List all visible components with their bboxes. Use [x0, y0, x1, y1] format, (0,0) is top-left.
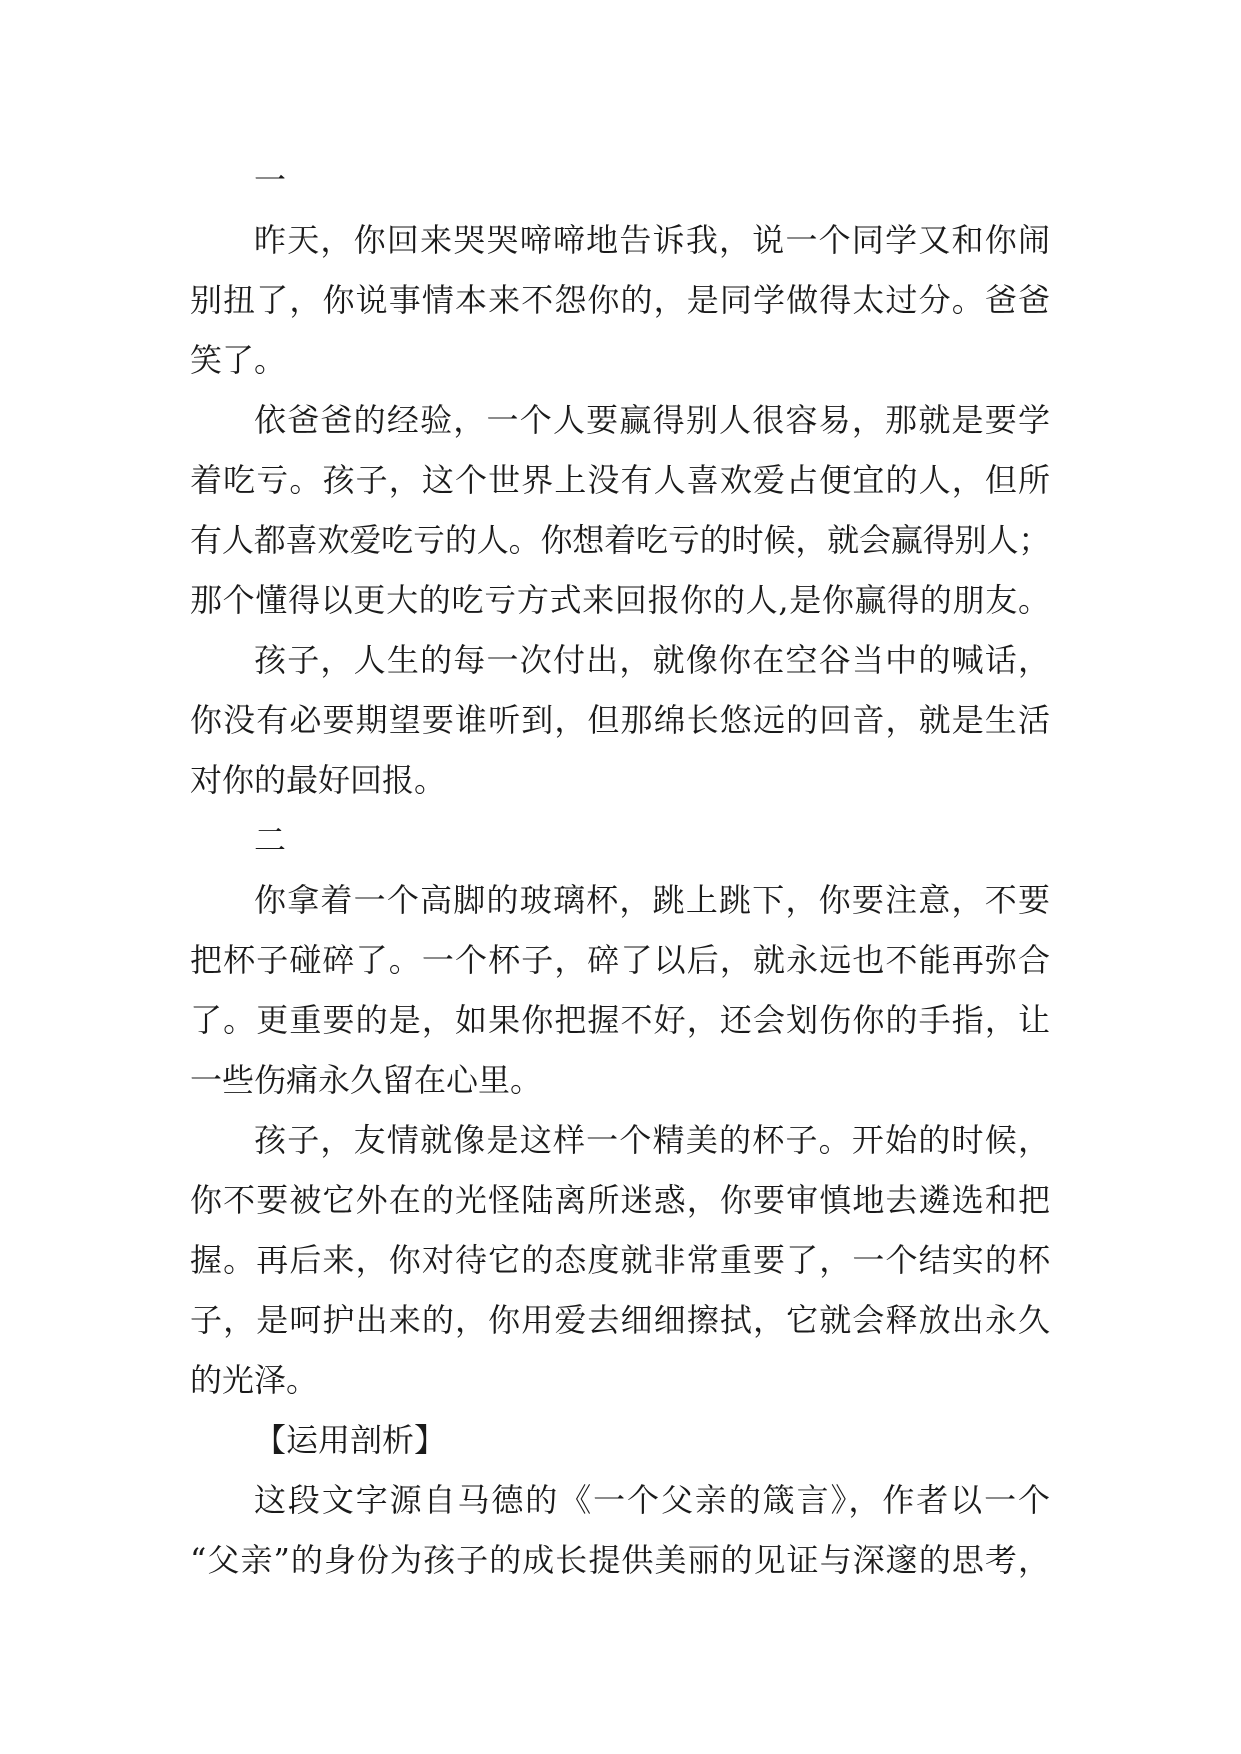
text-line: 有人都喜欢爱吃亏的人。你想着吃亏的时候，就会赢得别人； — [190, 521, 1050, 559]
text-line: 那个懂得以更大的吃亏方式来回报你的人,是你赢得的朋友。 — [190, 581, 1050, 619]
text-line: 你没有必要期望要谁听到，但那绵长悠远的回音，就是生活 — [190, 701, 1050, 739]
text-line: 孩子，友情就像是这样一个精美的杯子。开始的时候， — [254, 1121, 1050, 1159]
text-line: 着吃亏。孩子，这个世界上没有人喜欢爱占便宜的人，但所 — [190, 461, 1050, 499]
text-line: 握。再后来，你对待它的态度就非常重要了，一个结实的杯 — [190, 1241, 1050, 1279]
text-line: 你不要被它外在的光怪陆离所迷惑，你要审慎地去遴选和把 — [190, 1181, 1050, 1219]
text-line: 子，是呵护出来的，你用爱去细细擦拭，它就会释放出永久 — [190, 1301, 1050, 1339]
text-line: 【运用剖析】 — [254, 1421, 447, 1459]
text-line: 二 — [254, 821, 287, 859]
document-body — [190, 150, 1050, 1590]
text-line: 你拿着一个高脚的玻璃杯，跳上跳下，你要注意，不要 — [254, 881, 1050, 919]
text-line: 依爸爸的经验，一个人要赢得别人很容易，那就是要学 — [254, 401, 1050, 439]
text-line: 别扭了，你说事情本来不怨你的，是同学做得太过分。爸爸 — [190, 281, 1050, 319]
text-line: 对你的最好回报。 — [190, 761, 447, 799]
text-line: “父亲”的身份为孩子的成长提供美丽的见证与深邃的思考， — [190, 1541, 1050, 1579]
text-line: 的光泽。 — [190, 1361, 319, 1399]
text-line: 一些伤痛永久留在心里。 — [190, 1061, 543, 1099]
text-line: 把杯子碰碎了。一个杯子，碎了以后，就永远也不能再弥合 — [190, 941, 1050, 979]
text-line: 昨天，你回来哭哭啼啼地告诉我，说一个同学又和你闹 — [254, 221, 1050, 259]
text-line: 这段文字源自马德的《一个父亲的箴言》，作者以一个 — [254, 1481, 1050, 1519]
text-line: 了。更重要的是，如果你把握不好，还会划伤你的手指，让 — [190, 1001, 1050, 1039]
text-line: 一 — [254, 161, 287, 199]
text-line: 孩子，人生的每一次付出，就像你在空谷当中的喊话， — [254, 641, 1050, 679]
text-line: 笑了。 — [190, 341, 287, 379]
